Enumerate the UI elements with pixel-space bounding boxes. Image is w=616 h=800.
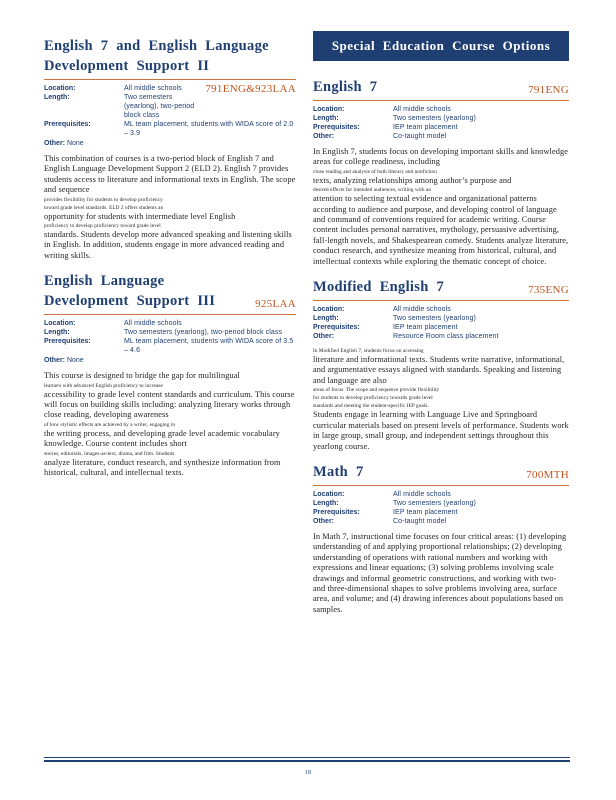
- course-title: Math 7 700MTH: [313, 462, 569, 482]
- right-column: [313, 31, 569, 623]
- location-value: All middle schools: [393, 106, 451, 113]
- course-english7: [313, 77, 569, 267]
- course-meta: Location: All middle schools Length: Two semesters (yearlong), two-period block class Prerequisites: ML team placement, students with WIDA score of 2.0 – 3.9 Other: None: [44, 84, 296, 148]
- course-description: In English 7, students focus on developing important skills and knowledge areas for college readiness, including close reading and analysis of both literary and nonfiction texts, analyzing relationships among author’s purpose and desired effects for intended audiences, writing with an attention to selecting textual evidence and organizational patterns according to audience and purpose, and developing control of language and command of conventions required for academic writing. Course content includes personal narratives, mythology, persuasive advertising, fall-length novels, and Shakespearean comedy. Students analyze literature, conduct research, and synthesize meaning from historical, cultural, and intellectual contexts while exploring the thematic concept of choice.: [313, 147, 569, 266]
- page-number: 18: [305, 770, 311, 776]
- course-code: 700MTH: [526, 468, 569, 481]
- course-description: This course is designed to bridge the gap for multilingual learners with advanced English proficiency to increase accessibility to grade level content standards and curriculum. This course will focus on building skills including: analyzing literary works through close reading, developing awareness of how stylistic effects are achieved by a writer, engaging in the writing process, and developing grade level academic vocabulary knowledge. Course content includes short stories, editorials, images-as-text, drama, and film. Students analyze literature, conduct research, and synthesize information from historical, cultural, and intellectual texts.: [44, 371, 295, 478]
- divider: [313, 485, 569, 486]
- course-meta: Location: All middle schools Length: Two semesters (yearlong) Prerequisites: IEP team placement Other: Co-taught model: [313, 490, 569, 526]
- course-code: 791ENG&923LAA: [205, 83, 296, 95]
- course-title: English 7 and English Language Development Support II 791ENG&923LAA: [44, 36, 296, 76]
- length-value: Two semesters (yearlong): [393, 499, 476, 507]
- divider: [313, 100, 569, 101]
- other-value: Co-taught model: [393, 517, 447, 525]
- course-modified-english7: [313, 277, 569, 452]
- course-math7: [313, 462, 569, 615]
- course-description: In Modified English 7, students focus on accessing literature and informational texts. Students write narrative, informational, and argumentative essays aligned with standards. Speaking and listening and language are also areas of focus. The scope and sequence provide flexibility for students to develop proficiency towards grade level standards and meeting the student-specific IEP goals. Students engage in learning with Language Live and Springboard curricular materials based on present levels of performance. Students work in large group, small group, and independent settings throughout this yearlong course.: [313, 348, 569, 451]
- other-value: None: [66, 140, 84, 147]
- location-value: All middle schools: [393, 306, 451, 314]
- length-value: Two semesters (yearlong), two-period block class: [124, 329, 283, 337]
- prereq-value: ML team placement, students with WIDA score of 3.5 – 4.6: [124, 338, 294, 355]
- divider: [44, 314, 296, 315]
- other-value: Resource Room class placement: [393, 333, 499, 341]
- course-description: This combination of courses is a two-period block of English 7 and English Language Development Support 2 (ELD 2). English 7 provides students access to literature and informational texts in English. The scope and sequence provides flexibility for students to develop proficiency toward grade level standards. ELD 2 offers students an opportunity for students with intermediate level English proficiency to develop proficiency toward grade level standards. Students develop more advanced speaking and listening skills in English. In addition, students engage in more advanced reading and writing skills.: [44, 154, 296, 260]
- length-value: Two semesters (yearlong), two-period block class: [124, 94, 195, 119]
- course-code: 925LAA: [255, 298, 296, 311]
- footer-rule: [44, 757, 570, 758]
- other-value: Co-taught model: [393, 133, 447, 140]
- length-value: Two semesters (yearlong): [393, 115, 476, 122]
- prereq-value: IEP team placement: [393, 508, 458, 516]
- course-eld2: [44, 36, 296, 261]
- footer-rule-thick: [44, 760, 570, 762]
- course-meta: Location: All middle schools Length: Two semesters (yearlong) Prerequisites: IEP team placement Other: Resource Room class placement: [313, 305, 569, 341]
- course-code: 791ENG: [528, 84, 569, 96]
- section-banner: Special Education Course Options: [313, 31, 569, 61]
- course-title: English 7 791ENG: [313, 77, 569, 97]
- prereq-value: ML team placement, students with WIDA score of 2.0 – 3.9: [124, 121, 294, 137]
- divider: [313, 300, 569, 301]
- location-value: All middle schools: [393, 490, 451, 498]
- prereq-value: IEP team placement: [393, 324, 458, 332]
- location-value: All middle schools: [124, 85, 182, 92]
- left-column: [44, 36, 296, 487]
- length-value: Two semesters (yearlong): [393, 315, 476, 323]
- course-title: English Language Development Support III 925LAA: [44, 271, 296, 311]
- other-value: None: [66, 357, 84, 365]
- course-code: 735ENG: [528, 284, 569, 297]
- course-meta: Location: All middle schools Length: Two semesters (yearlong), two-period block class Prerequisites: ML team placement, students with WIDA score of 3.5 – 4.6 Other: None: [44, 319, 296, 365]
- prereq-value: IEP team placement: [393, 124, 458, 131]
- course-eld3: [44, 271, 296, 478]
- course-description: In Math 7, instructional time focuses on four critical areas: (1) developing understanding of and applying proportional relationships; (2) developing understanding of operations with rational numbers and working with expressions and linear equations; (3) solving problems involving scale drawings and informal geometric constructions, and working with two- and three-dimensional shapes to solve problems involving area, surface area, and volume; and (4) drawing inferences about populations based on samples.: [313, 531, 567, 614]
- location-value: All middle schools: [124, 320, 182, 328]
- course-meta: Location: All middle schools Length: Two semesters (yearlong) Prerequisites: IEP team placement Other: Co-taught model: [313, 105, 569, 141]
- course-title: Modified English 7 735ENG: [313, 277, 569, 297]
